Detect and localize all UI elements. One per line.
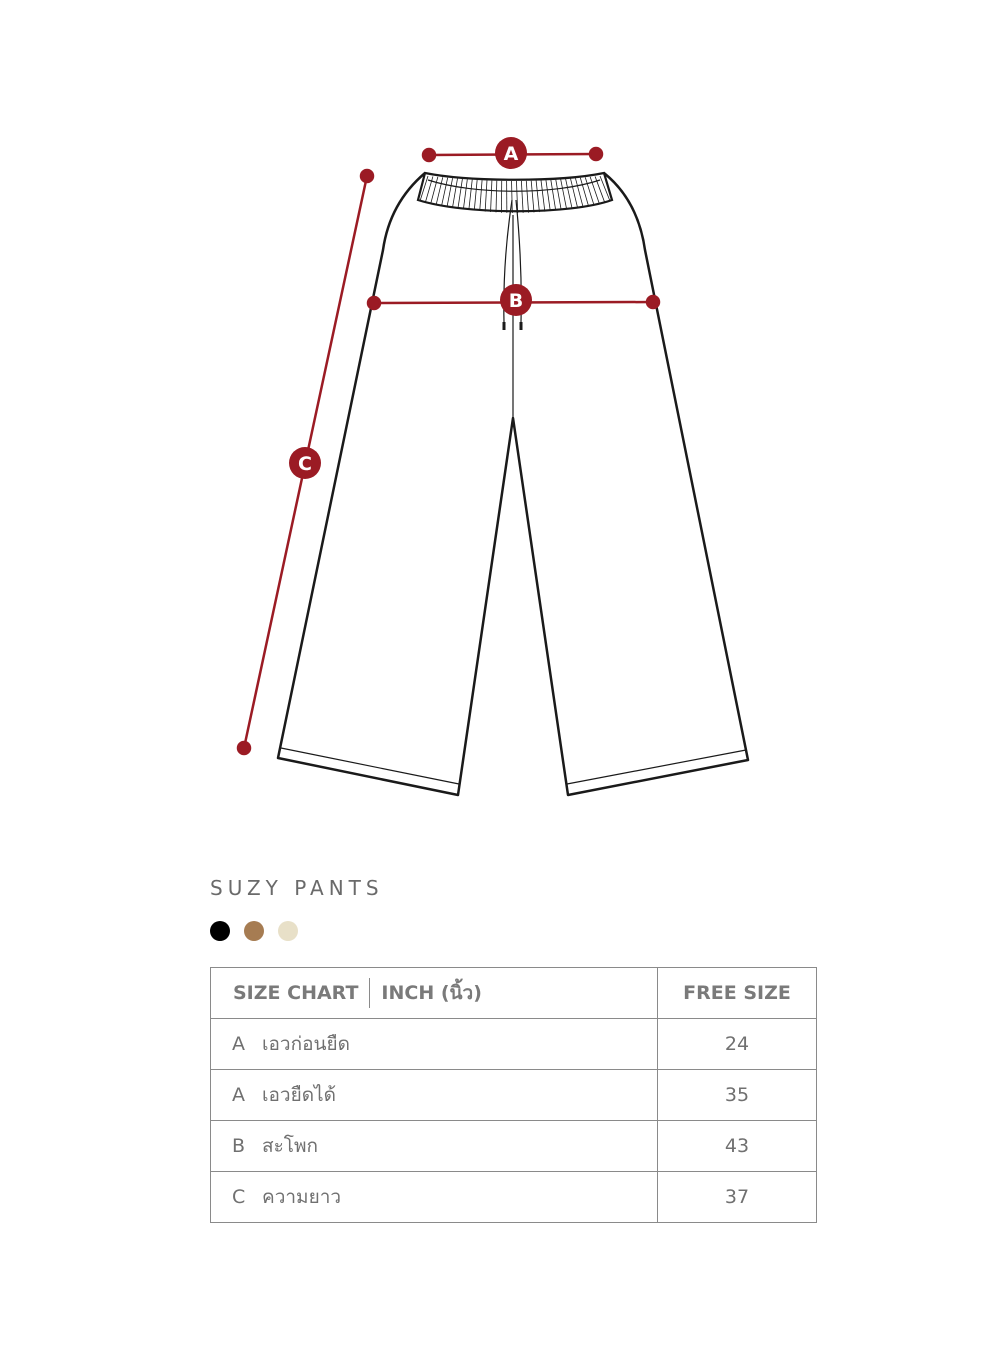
color-swatches xyxy=(210,921,298,941)
marker-b xyxy=(500,284,532,316)
swatch-cream[interactable] xyxy=(278,921,298,941)
waistband xyxy=(418,173,612,213)
row-label xyxy=(211,1019,658,1070)
hem-lines xyxy=(281,748,746,784)
row-measurement: เอวก่อนยืด xyxy=(262,1033,350,1055)
row-value: 24 xyxy=(658,1019,817,1070)
row-label xyxy=(211,1172,658,1223)
table-row xyxy=(211,1070,817,1121)
row-code: C xyxy=(232,1186,246,1208)
row-measurement: ความยาว xyxy=(262,1186,342,1208)
size-chart-unit: INCH (นิ้ว) xyxy=(381,981,482,1004)
row-code: A xyxy=(232,1084,245,1106)
product-name: SUZY PANTS xyxy=(210,876,384,900)
row-value: 43 xyxy=(658,1121,817,1172)
table-row xyxy=(211,1019,817,1070)
row-code: A xyxy=(232,1033,245,1055)
row-measurement: สะโพก xyxy=(262,1135,319,1157)
row-label xyxy=(211,1070,658,1121)
marker-c xyxy=(289,447,321,479)
size-chart-header-label xyxy=(211,968,658,1019)
marker-a xyxy=(495,137,527,169)
row-code: B xyxy=(232,1135,246,1157)
row-label xyxy=(211,1121,658,1172)
size-chart-header xyxy=(211,968,817,1019)
header-divider xyxy=(369,978,370,1008)
size-chart-size-header: FREE SIZE xyxy=(658,968,817,1019)
table-row xyxy=(211,1172,817,1223)
swatch-black[interactable] xyxy=(210,921,230,941)
marker-c-label: C xyxy=(298,453,312,475)
table-row xyxy=(211,1121,817,1172)
marker-b-label: B xyxy=(508,290,524,312)
marker-a-label: A xyxy=(503,143,519,165)
size-chart-title: SIZE CHART xyxy=(233,981,359,1004)
size-chart-table xyxy=(210,967,817,1223)
row-measurement: เอวยืดได้ xyxy=(262,1084,336,1106)
swatch-brown[interactable] xyxy=(244,921,264,941)
row-value: 37 xyxy=(658,1172,817,1223)
row-value: 35 xyxy=(658,1070,817,1121)
